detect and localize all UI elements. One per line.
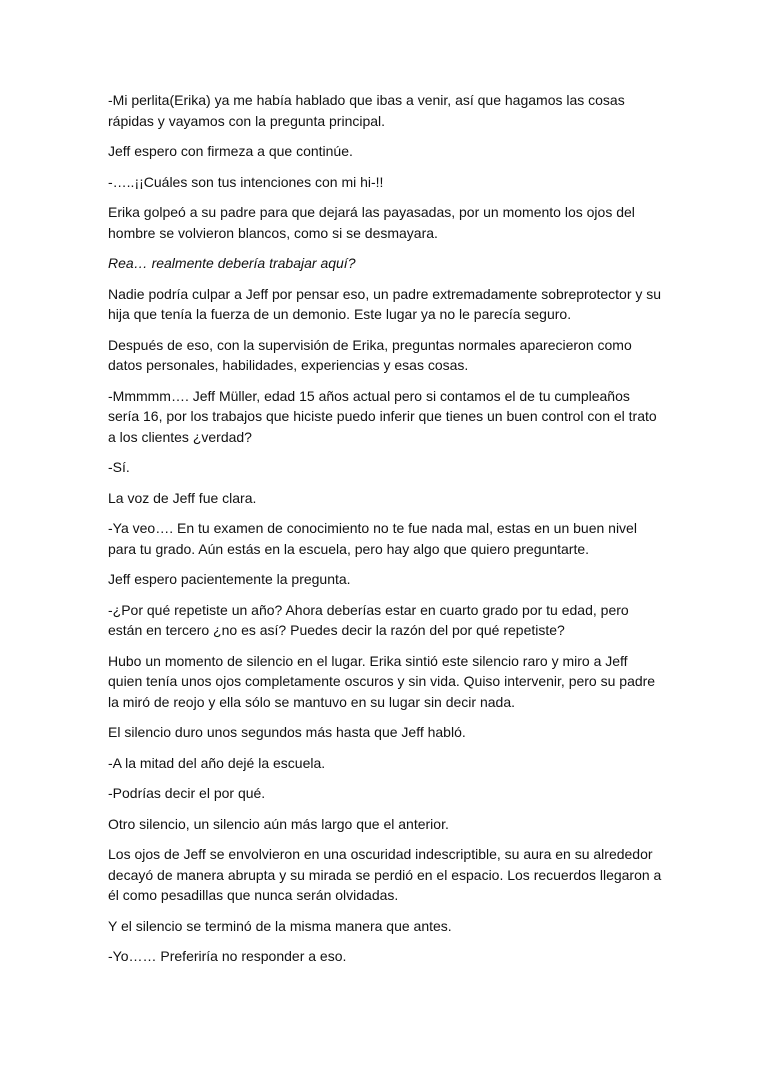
paragraph: Y el silencio se terminó de la misma manera que antes.	[108, 917, 452, 934]
paragraph: -Yo…… Preferiría no responder a eso.	[108, 948, 347, 964]
paragraph: La voz de Jeff fue clara.	[108, 489, 257, 506]
paragraph: Después de eso, con la supervisión de Erika, preguntas normales aparecieron como datos personales, habilidades, experiencias y esas cosas.	[108, 336, 632, 373]
paragraph: -Sí.	[108, 459, 130, 475]
paragraph: Otro silencio, un silencio aún más largo que el anterior.	[108, 815, 449, 832]
paragraph: -…..¡¡Cuáles son tus intenciones con mi hi-!!	[108, 173, 384, 190]
paragraph: Hubo un momento de silencio en el lugar. Erika sintió este silencio raro y miro a Jeff quien tenía unos ojos completamente oscuros y sin vida. Quiso intervenir, pero su padre la miró de reojo y ella sólo se mantuvo en su lugar sin decir nada.	[108, 652, 656, 710]
paragraph: -Mmmmm…. Jeff Müller, edad 15 años actual pero si contamos el de tu cumpleaños sería 16, por los trabajos que hiciste puedo inferir que tienes un buen control con el trato a los clientes ¿verdad?	[108, 387, 657, 445]
paragraph-italic-thought: Rea… realmente debería trabajar aquí?	[108, 255, 356, 271]
paragraph: Los ojos de Jeff se envolvieron en una oscuridad indescriptible, su aura en su alrededor decayó de manera abrupta y su mirada se perdió en el espacio. Los recuerdos llegaron a él como pesadillas que nunca serán olvidadas.	[108, 846, 662, 903]
paragraph: Jeff espero con firmeza a que continúe.	[108, 143, 353, 159]
document-body	[108, 90, 663, 977]
paragraph: -Ya veo…. En tu examen de conocimiento no te fue nada mal, estas en un buen nivel para tu grado. Aún estás en la escuela, pero hay algo que quiero preguntarte.	[108, 520, 637, 557]
paragraph: -¿Por qué repetiste un año? Ahora deberías estar en cuarto grado por tu edad, pero están en tercero ¿no es así? Puedes decir la razón del por qué repetiste?	[108, 601, 629, 638]
paragraph: El silencio duro unos segundos más hasta que Jeff habló.	[108, 724, 466, 740]
paragraph: -A la mitad del año dejé la escuela.	[108, 754, 326, 771]
paragraph: -Podrías decir el por qué.	[108, 785, 266, 801]
paragraph: Erika golpeó a su padre para que dejará las payasadas, por un momento los ojos del hombre se volvieron blancos, como si se desmayara.	[108, 204, 635, 241]
paragraph: Jeff espero pacientemente la pregunta.	[108, 571, 351, 587]
paragraph: Nadie podría culpar a Jeff por pensar eso, un padre extremadamente sobreprotector y su hija que tenía la fuerza de un demonio. Este lugar ya no le parecía seguro.	[108, 285, 662, 322]
paragraph: -Mi perlita(Erika) ya me había hablado que ibas a venir, así que hagamos las cosas rápidas y vayamos con la pregunta principal.	[108, 92, 625, 129]
